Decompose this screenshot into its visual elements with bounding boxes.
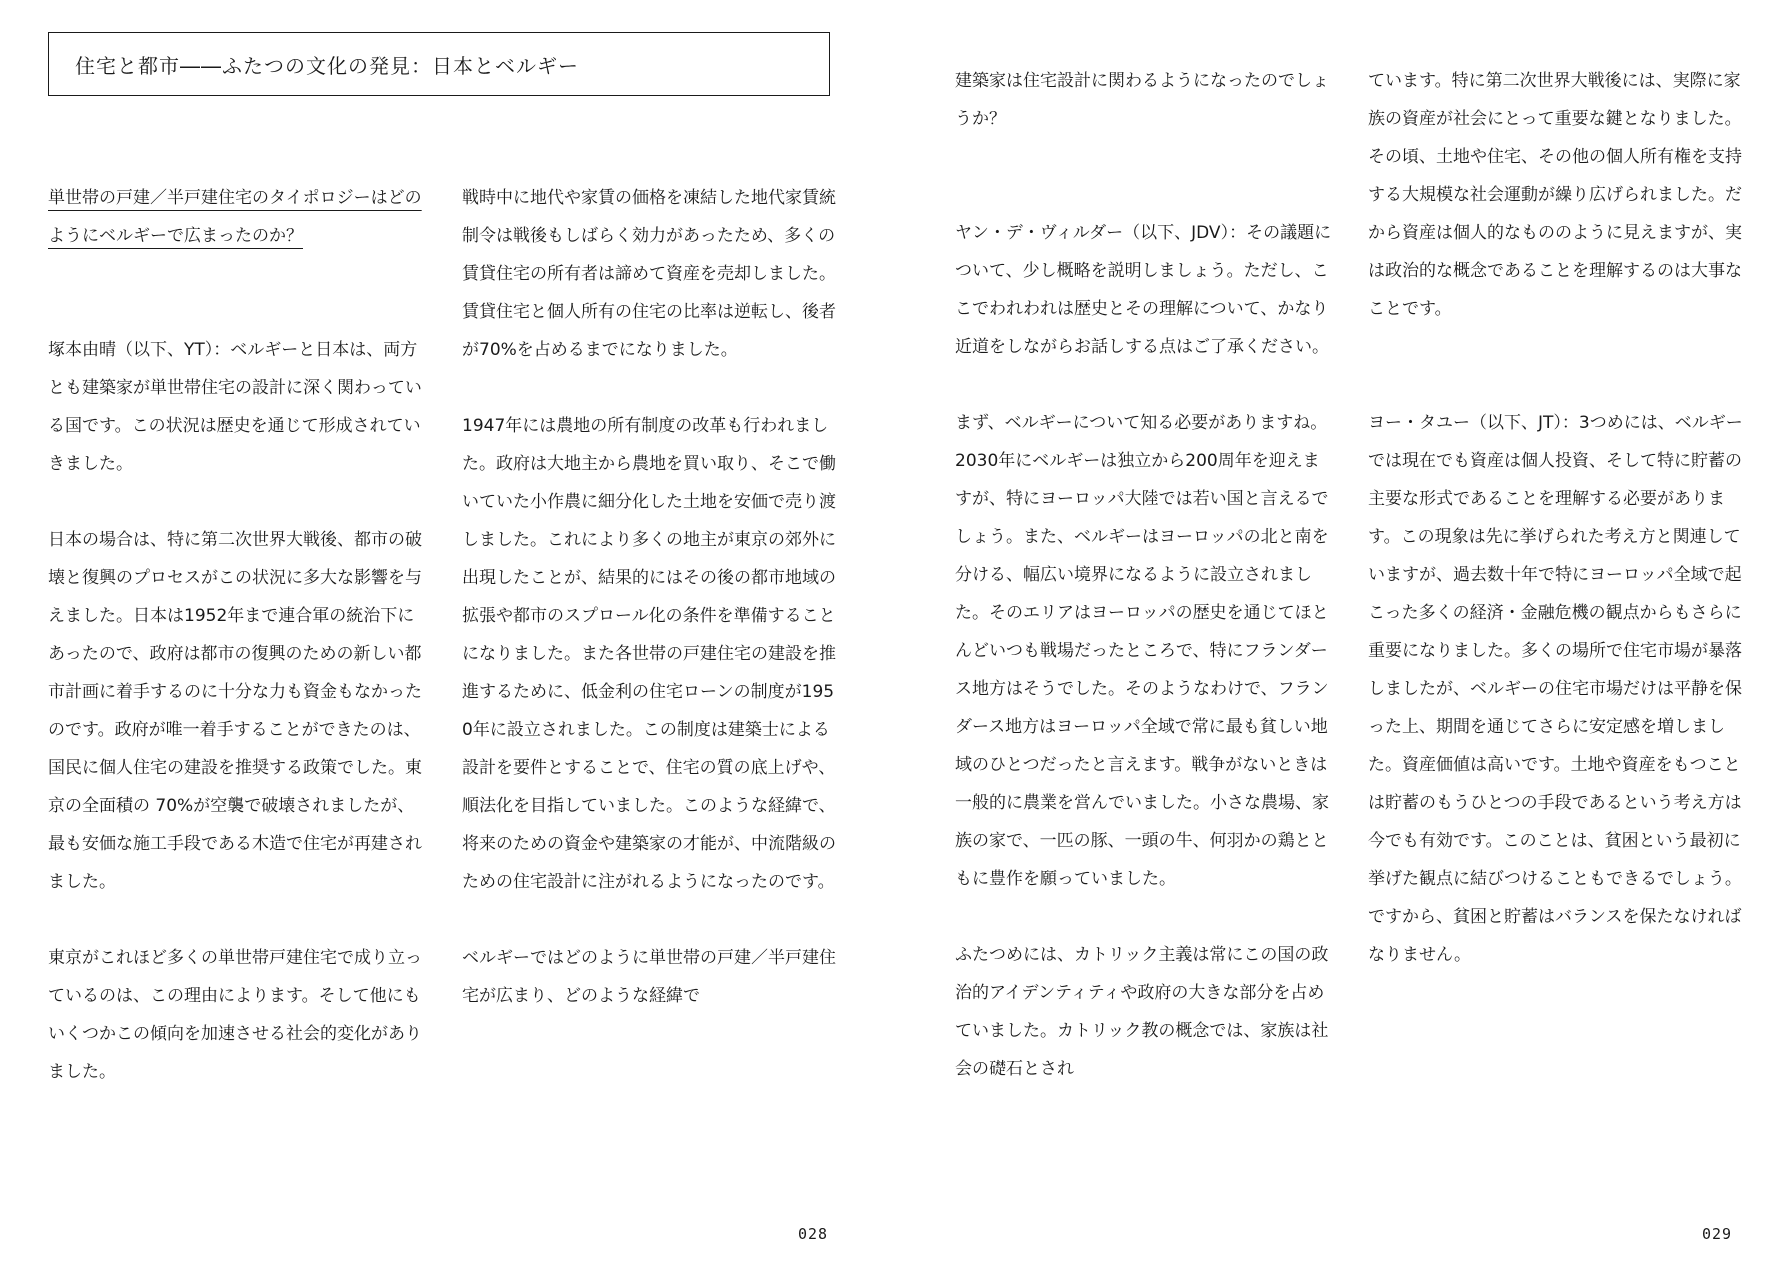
paragraph: ヤン・デ・ヴィルダー（以下、JDV）：その議題について、少し概略を説明しましょう。ただし、ここでわれわれは歴史とその理解について、かなり近道をしながらお話しする点はご了承ください。 bbox=[955, 223, 1332, 357]
section-title-box bbox=[48, 32, 830, 96]
paragraph: ヨー・タユー（以下、JT）：3つめには、ベルギーでは現在でも資産は個人投資、そして特に貯蓄の主要な形式であることを理解する必要があります。この現象は先に挙げられた考え方と関連していますが、過去数十年で特にヨーロッパ全域で起こった多くの経済・金融危機の観点からもさらに重要になりました。多くの場所で住宅市場が暴落しましたが、ベルギーの住宅市場だけは平静を保った上、期間を通じてさらに安定感を増しました。資産価値は高いです。土地や資産をもつことは貯蓄のもうひとつの手段であるという考え方は今でも有効です。このことは、貧困という最初に挙げた観点に結びつけることもできるでしょう。ですから、貧困と貯蓄はバランスを保たなければなりません。 bbox=[1368, 413, 1743, 965]
paragraph: 1947年には農地の所有制度の改革も行われました。政府は大地主から農地を買い取り、そこで働いていた小作農に細分化した土地を安価で売り渡しました。これにより多くの地主が東京の郊外に出現したことが、結果的にはその後の都市地域の拡張や都市のスプロール化の条件を準備することになりました。また各世帯の戸建住宅の建設を推進するために、低金利の住宅ローンの制度が1950年に設立されました。この制度は建築士による設計を要件とすることで、住宅の質の底上げや、順法化を目指していました。このような経緯で、将来のための資金や建築家の才能が、中流階級のための住宅設計に注がれるようになったのです。 bbox=[462, 416, 836, 892]
interview-question: 単世帯の戸建／半戸建住宅のタイポロジーはどのようにベルギーで広まったのか？ bbox=[48, 188, 422, 246]
right-page-column-2 bbox=[1368, 24, 1746, 1012]
paragraph: まず、ベルギーについて知る必要がありますね。2030年にベルギーは独立から200周年を迎えますが、特にヨーロッパ大陸では若い国と言えるでしょう。また、ベルギーはヨーロッパの北と南を分ける、幅広い境界になるように設立されました。そのエリアはヨーロッパの歴史を通じてほとんどいつも戦場だったところで、特にフランダース地方はそうでした。そのようなわけで、フランダース地方はヨーロッパ全域で常に最も貧しい地域のひとつだったと言えます。戦争がないときは一般的に農業を営んでいました。小さな農場、家族の家で、一匹の豚、一頭の牛、何羽かの鶏とともに豊作を願っていました。 bbox=[955, 413, 1329, 889]
paragraph: ています。特に第二次世界大戦後には、実際に家族の資産が社会にとって重要な鍵となりました。その頃、土地や住宅、その他の個人所有権を支持する大規模な社会運動が繰り広げられました。だから資産は個人的なもののように見えますが、実は政治的な概念であることを理解するのは大事なことです。 bbox=[1368, 71, 1742, 319]
right-page-column-1 bbox=[955, 24, 1333, 1126]
paragraph: 東京がこれほど多くの単世帯戸建住宅で成り立っているのは、この理由によります。そして他にもいくつかこの傾向を加速させる社会的変化がありました。 bbox=[48, 948, 422, 1082]
paragraph: 戦時中に地代や家賃の価格を凍結した地代家賃統制令は戦後もしばらく効力があったため、多くの賃貸住宅の所有者は諦めて資産を売却しました。賃貸住宅と個人所有の住宅の比率は逆転し、後者が70%を占めるまでになりました。 bbox=[462, 188, 836, 360]
paragraph: 塚本由晴（以下、YT）：ベルギーと日本は、両方とも建築家が単世帯住宅の設計に深く関わっている国です。この状況は歴史を通じて形成されていきました。 bbox=[48, 340, 422, 474]
section-title: 住宅と都市――ふたつの文化の発見：日本とベルギー bbox=[75, 53, 579, 78]
left-page-column-1 bbox=[48, 141, 426, 1129]
page-number: 029 bbox=[1702, 1225, 1733, 1243]
interview-question-continued: 建築家は住宅設計に関わるようになったのでしょうか？ bbox=[955, 71, 1329, 129]
page-number: 028 bbox=[798, 1225, 829, 1243]
right-page bbox=[890, 0, 1780, 1270]
paragraph: ふたつめには、カトリック主義は常にこの国の政治的アイデンティティや政府の大きな部分を占めていました。カトリック教の概念では、家族は社会の礎石とされ bbox=[955, 945, 1329, 1079]
left-page-column-2 bbox=[462, 141, 840, 1053]
paragraph: 日本の場合は、特に第二次世界大戦後、都市の破壊と復興のプロセスがこの状況に多大な影響を与えました。日本は1952年まで連合軍の統治下にあったので、政府は都市の復興のための新しい都市計画に着手するのに十分な力も資金もなかったのです。政府が唯一着手することができたのは、国民に個人住宅の建設を推奨する政策でした。東京の全面積の 70%が空襲で破壊されましたが、最も安価な施工手段である木造で住宅が再建されました。 bbox=[48, 530, 422, 892]
interview-question-inline: ベルギーではどのように単世帯の戸建／半戸建住宅が広まり、どのような経緯で bbox=[462, 948, 836, 1006]
